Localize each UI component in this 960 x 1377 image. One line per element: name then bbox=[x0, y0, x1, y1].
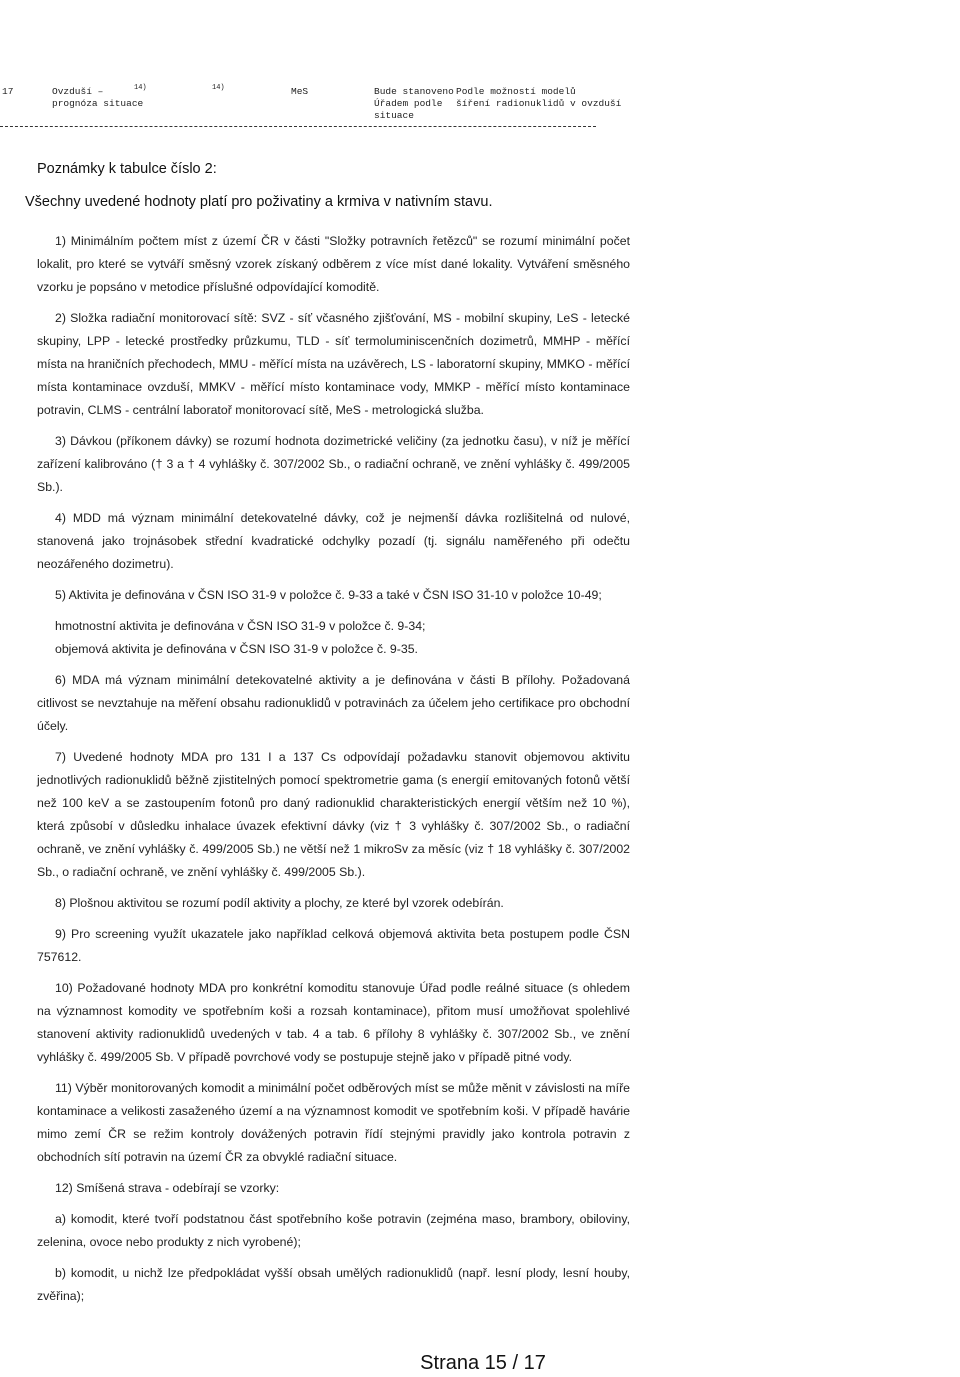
note-12-b: b) komodit, u nichž lze předpokládat vyšší obsah umělých radionuklidů (např. lesní plody, lesní houby, zvěřina); bbox=[37, 1266, 630, 1303]
page-number: Strana 15 / 17 bbox=[420, 1352, 546, 1374]
notes-title: Poznámky k tabulce číslo 2: bbox=[37, 161, 217, 177]
models-cell: Podle možností modelů šíření radionuklidů v ovzduší bbox=[456, 86, 622, 109]
table-separator bbox=[0, 126, 596, 127]
note-4: 4) MDD má význam minimální detekovatelné dávky, což je nejmenší dávka rozlišitelná od nulové, stanovená jako trojnásobek střední kvadratické odchylky pozadí (tj. signálu naměřeného při odečtu neozářeného dozimetru). bbox=[37, 511, 630, 571]
note-8: 8) Plošnou aktivitou se rozumí podíl aktivity a plochy, ze které byl vzorek odebírán. bbox=[55, 896, 504, 910]
table-row-17 bbox=[0, 84, 622, 126]
note-9: 9) Pro screening využít ukazatele jako například celková objemová aktivita beta postupem podle ČSN 757612. bbox=[37, 927, 630, 964]
note-12-a: a) komodit, které tvoří podstatnou část spotřebního koše potravin (zejména maso, brambory, obiloviny, zelenina, ovoce nebo produkty z nich vyrobené); bbox=[37, 1212, 630, 1249]
note-7: 7) Uvedené hodnoty MDA pro 131 I a 137 Cs odpovídají požadavku stanovit objemovou aktivitu jednotlivých radionuklidů běžně zjistitelných pomocí spektrometrie gama (s energií emitovaných fotonů větší než 100 keV a se zastoupením fotonů pro daný radionuklid charakteristických energií větším než 10 %), která způsobí v důsledku inhalace úvazek efektivní dávky (viz † 3 vyhlášky č. 307/2002 Sb., o radiační ochraně, ve znění vyhlášky č. 499/2005 Sb.) ne větší než 1 mikroSv za měsíc (viz † 18 vyhlášky č. 307/2002 Sb., o radiační ochraně, ve znění vyhlášky č. 499/2005 Sb.). bbox=[37, 750, 630, 879]
notes-list bbox=[37, 230, 630, 1316]
note-11: 11) Výběr monitorovaných komodit a minimální počet odběrových míst se může měnit v závislosti na míře kontaminace a velikosti zasaženého území a na významnost komodit ve spotřebním koši. V případě havárie mimo zemí ČR se režim kontroly dovážených potravin řídí stejnými pravidly jako kontrola potravin z obchodních sítí potravin na území ČR za obvyklé radiační situace. bbox=[37, 1081, 630, 1164]
note-5: 5) Aktivita je definována v ČSN ISO 31-9 v položce č. 9-33 a také v ČSN ISO 31-10 v položce 10-49; bbox=[55, 588, 602, 602]
mes-cell: MeS bbox=[291, 86, 309, 97]
note-2: 2) Složka radiační monitorovací sítě: SVZ - síť včasného zjišťování, MS - mobilní skupiny, LeS - letecké skupiny, LPP - letecké prostředky průzkumu, TLD - síť termoluminiscenčních dozimetrů, MMHP - měřící místa na hraničních přechodech, MMU - měřící místa na uzávěrech, LS - laboratorní skupiny, MMKO - měřící místa kontaminace ovzduší, MMKV - měřící místo kontaminace vody, MMKP - měřící místo kontaminace potravin, CLMS - centrální laboratoř monitorovací sítě, MeS - metrologická služba. bbox=[37, 311, 630, 417]
note-10: 10) Požadované hodnoty MDA pro konkrétní komoditu stanovuje Úřad podle reálné situace (s ohledem na významnost komodity ve spotřebním koši a rozsah kontaminace), přitom musí umožňovat spolehlivé stanovení aktivity radionuklidů uvedených v tab. 4 a tab. 6 přílohy 8 vyhlášky č. 307/2002 Sb., ve znění vyhlášky č. 499/2005 Sb. V případě povrchové vody se postupuje stejně jako v případě pitné vody. bbox=[37, 981, 630, 1064]
footnote-ref: 14) bbox=[134, 84, 147, 92]
footnote-ref: 14) bbox=[212, 84, 225, 92]
note-12: 12) Smíšená strava - odebírají se vzorky: bbox=[55, 1181, 280, 1195]
note-6: 6) MDA má význam minimální detekovatelné aktivity a je definována v části B přílohy. Požadovaná citlivost se nevztahuje na měření obsahu radionuklidů v potravinách za účelem jeho certifikace pro obchodní účely. bbox=[37, 673, 630, 733]
note-3: 3) Dávkou (příkonem dávky) se rozumí hodnota dozimetrické veličiny (za jednotku času), v níž je měřící zařízení kalibrováno († 3 a † 4 vyhlášky č. 307/2002 Sb., o radiační ochraně, ve znění vyhlášky č. 499/2005 Sb.). bbox=[37, 434, 630, 494]
note-1: 1) Minimálním počtem míst z území ČR v části "Složky potravních řetězců" se rozumí minimální počet lokalit, pro které se vytváří směsný vzorek získaný odběrem z více míst dané lokality. Vytváření směsného vzorku je popsáno v metodice příslušné odpovídající komoditě. bbox=[37, 234, 630, 294]
note-5-volume-activity: objemová aktivita je definována v ČSN ISO 31-9 v položce č. 9-35. bbox=[55, 642, 418, 656]
subject-cell: Ovzduší – prognóza situace bbox=[52, 86, 144, 109]
note-5-mass-activity: hmotnostní aktivita je definována v ČSN ISO 31-9 v položce č. 9-34; bbox=[55, 619, 426, 633]
notes-intro: Všechny uvedené hodnoty platí pro poživatiny a krmiva v nativním stavu. bbox=[25, 194, 493, 210]
row-number: 17 bbox=[2, 86, 14, 97]
determined-cell: Bude stanoveno Úřadem podle situace bbox=[374, 86, 454, 121]
